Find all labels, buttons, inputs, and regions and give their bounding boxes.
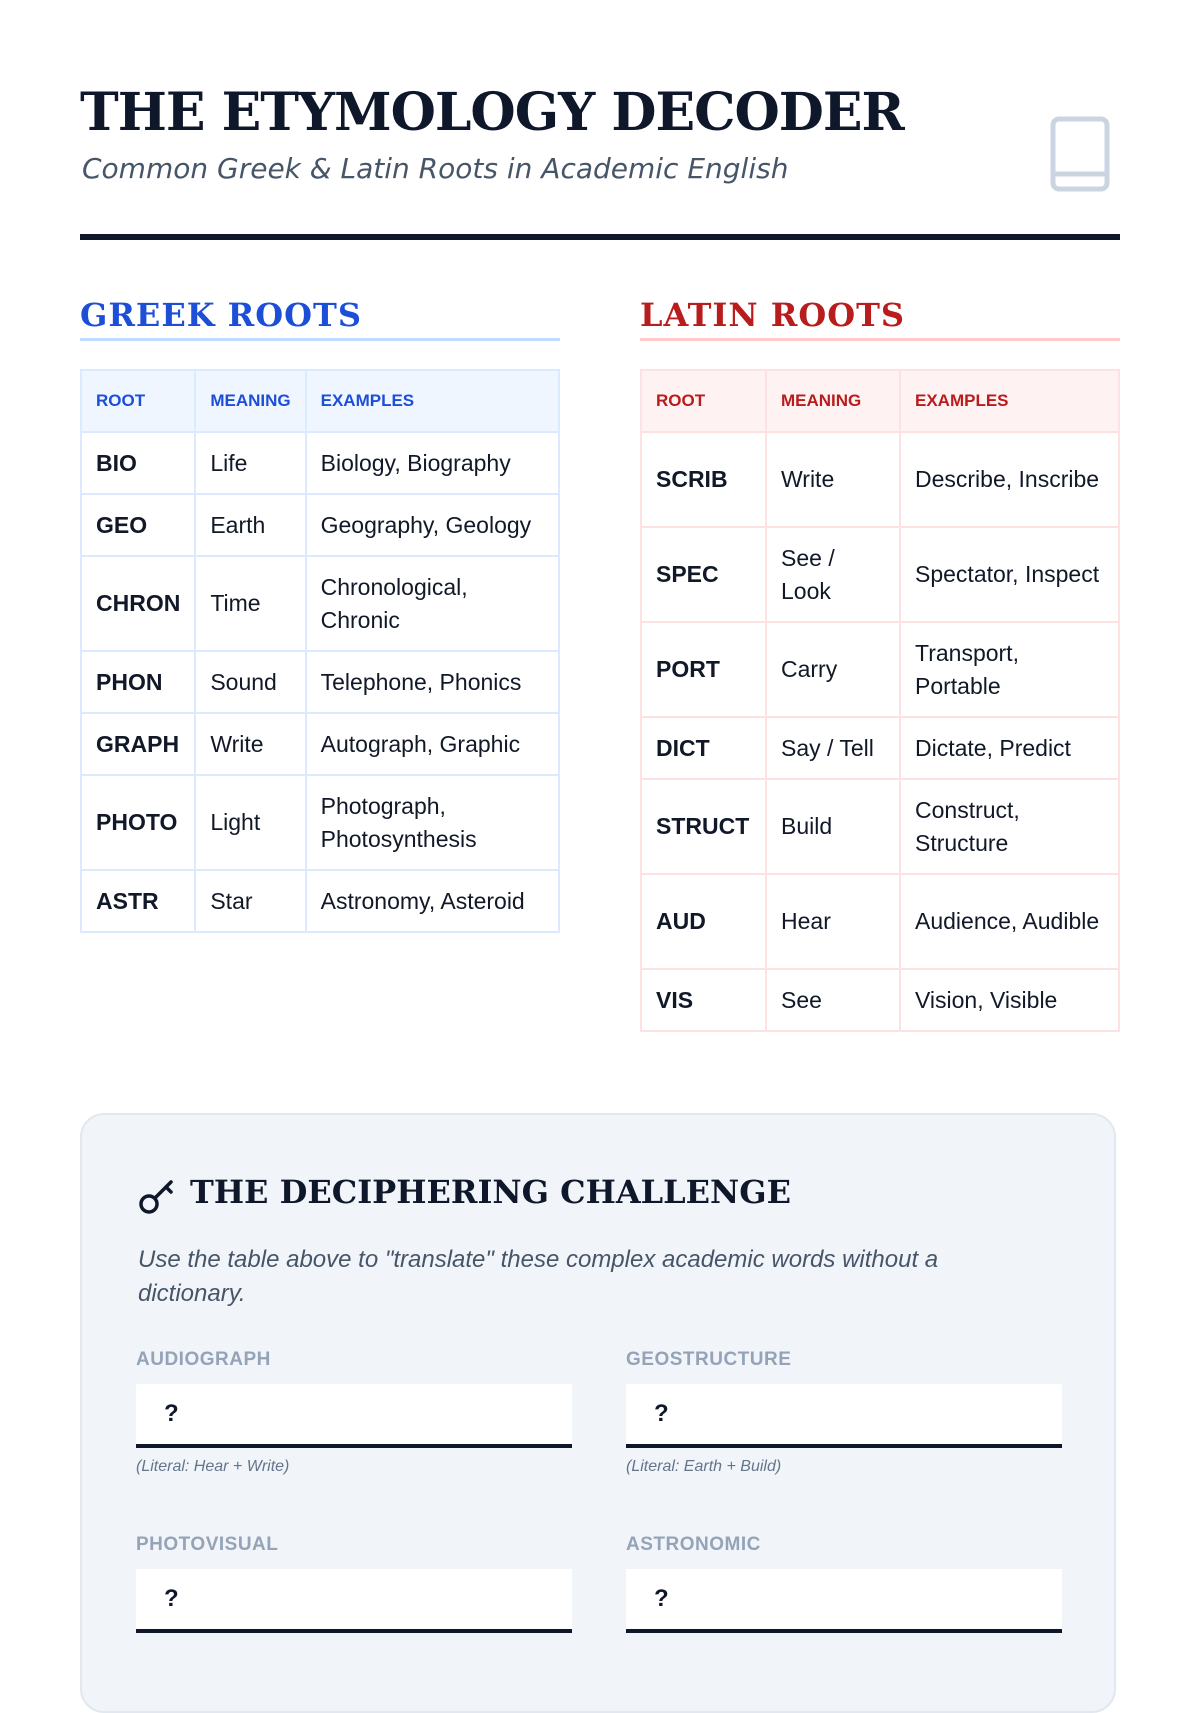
key-icon xyxy=(138,1177,176,1215)
table-row xyxy=(81,494,559,556)
root-cell: GRAPH xyxy=(81,713,195,775)
meaning-cell: See xyxy=(766,969,900,1031)
table-row xyxy=(641,527,1119,622)
meaning-cell: Hear xyxy=(766,874,900,969)
answer-input-photovisual[interactable] xyxy=(136,1569,572,1633)
column-header-root: ROOT xyxy=(641,370,766,432)
table-row xyxy=(641,874,1119,969)
column-header-examples: EXAMPLES xyxy=(900,370,1119,432)
latin-roots-title: LATIN ROOTS xyxy=(640,296,1120,341)
root-cell: VIS xyxy=(641,969,766,1031)
challenge-title: THE DECIPHERING CHALLENGE xyxy=(190,1173,792,1211)
puzzle-astronomic xyxy=(626,1533,1062,1633)
root-cell: BIO xyxy=(81,432,195,494)
examples-cell: Describe, Inscribe xyxy=(900,432,1119,527)
table-row xyxy=(81,870,559,932)
root-cell: PHON xyxy=(81,651,195,713)
meaning-cell: Sound xyxy=(195,651,305,713)
greek-roots-section xyxy=(80,296,560,933)
meaning-cell: Light xyxy=(195,775,305,870)
meaning-cell: Carry xyxy=(766,622,900,717)
examples-cell: Biology, Biography xyxy=(306,432,559,494)
page-subtitle: Common Greek & Latin Roots in Academic English xyxy=(82,152,789,185)
examples-cell: Autograph, Graphic xyxy=(306,713,559,775)
table-row xyxy=(81,713,559,775)
puzzle-word: GEOSTRUCTURE xyxy=(626,1349,792,1370)
root-cell: PORT xyxy=(641,622,766,717)
examples-cell: Geography, Geology xyxy=(306,494,559,556)
puzzle-word: PHOTOVISUAL xyxy=(136,1534,279,1555)
examples-cell: Photograph, Photosynthesis xyxy=(306,775,559,870)
meaning-cell: Write xyxy=(766,432,900,527)
table-row xyxy=(81,432,559,494)
answer-input-geostructure[interactable] xyxy=(626,1384,1062,1448)
examples-cell: Spectator, Inspect xyxy=(900,527,1119,622)
latin-roots-table xyxy=(640,369,1120,1032)
table-row xyxy=(641,432,1119,527)
root-cell: STRUCT xyxy=(641,779,766,874)
root-cell: SCRIB xyxy=(641,432,766,527)
root-cell: DICT xyxy=(641,717,766,779)
header-divider xyxy=(80,234,1120,240)
header xyxy=(80,0,1120,242)
deciphering-challenge-panel xyxy=(80,1113,1116,1713)
root-cell: PHOTO xyxy=(81,775,195,870)
column-header-meaning: MEANING xyxy=(195,370,305,432)
root-cell: ASTR xyxy=(81,870,195,932)
meaning-cell: Star xyxy=(195,870,305,932)
table-row xyxy=(81,775,559,870)
puzzle-hint: (Literal: Hear + Write) xyxy=(136,1458,290,1475)
examples-cell: Construct, Structure xyxy=(900,779,1119,874)
puzzle-word: AUDIOGRAPH xyxy=(136,1349,271,1370)
table-header-row xyxy=(81,370,559,432)
examples-cell: Astronomy, Asteroid xyxy=(306,870,559,932)
meaning-cell: See / Look xyxy=(766,527,900,622)
puzzle-word: ASTRONOMIC xyxy=(626,1534,761,1555)
page-title: THE ETYMOLOGY DECODER xyxy=(80,82,904,143)
column-header-examples: EXAMPLES xyxy=(306,370,559,432)
meaning-cell: Say / Tell xyxy=(766,717,900,779)
puzzle-hint: (Literal: Earth + Build) xyxy=(626,1458,782,1475)
examples-cell: Audience, Audible xyxy=(900,874,1119,969)
root-cell: GEO xyxy=(81,494,195,556)
puzzle-audiograph xyxy=(136,1348,572,1476)
meaning-cell: Life xyxy=(195,432,305,494)
table-header-row xyxy=(641,370,1119,432)
puzzle-geostructure xyxy=(626,1348,1062,1476)
challenge-instructions: Use the table above to "translate" these complex academic words without a dictionary. xyxy=(138,1246,939,1307)
meaning-cell: Earth xyxy=(195,494,305,556)
meaning-cell: Time xyxy=(195,556,305,651)
examples-cell: Vision, Visible xyxy=(900,969,1119,1031)
greek-roots-table xyxy=(80,369,560,933)
root-cell: SPEC xyxy=(641,527,766,622)
column-header-meaning: MEANING xyxy=(766,370,900,432)
table-row xyxy=(641,717,1119,779)
greek-roots-title: GREEK ROOTS xyxy=(80,296,560,341)
answer-input-audiograph[interactable] xyxy=(136,1384,572,1448)
table-row xyxy=(641,622,1119,717)
table-row xyxy=(81,556,559,651)
examples-cell: Chronological, Chronic xyxy=(306,556,559,651)
answer-input-astronomic[interactable] xyxy=(626,1569,1062,1633)
column-header-root: ROOT xyxy=(81,370,195,432)
examples-cell: Dictate, Predict xyxy=(900,717,1119,779)
puzzle-photovisual xyxy=(136,1533,572,1633)
meaning-cell: Write xyxy=(195,713,305,775)
examples-cell: Telephone, Phonics xyxy=(306,651,559,713)
latin-roots-section xyxy=(640,296,1120,1032)
page xyxy=(80,0,1120,1013)
root-cell: AUD xyxy=(641,874,766,969)
book-icon xyxy=(1050,116,1114,192)
table-row xyxy=(641,779,1119,874)
table-row xyxy=(641,969,1119,1031)
meaning-cell: Build xyxy=(766,779,900,874)
table-row xyxy=(81,651,559,713)
root-cell: CHRON xyxy=(81,556,195,651)
examples-cell: Transport, Portable xyxy=(900,622,1119,717)
